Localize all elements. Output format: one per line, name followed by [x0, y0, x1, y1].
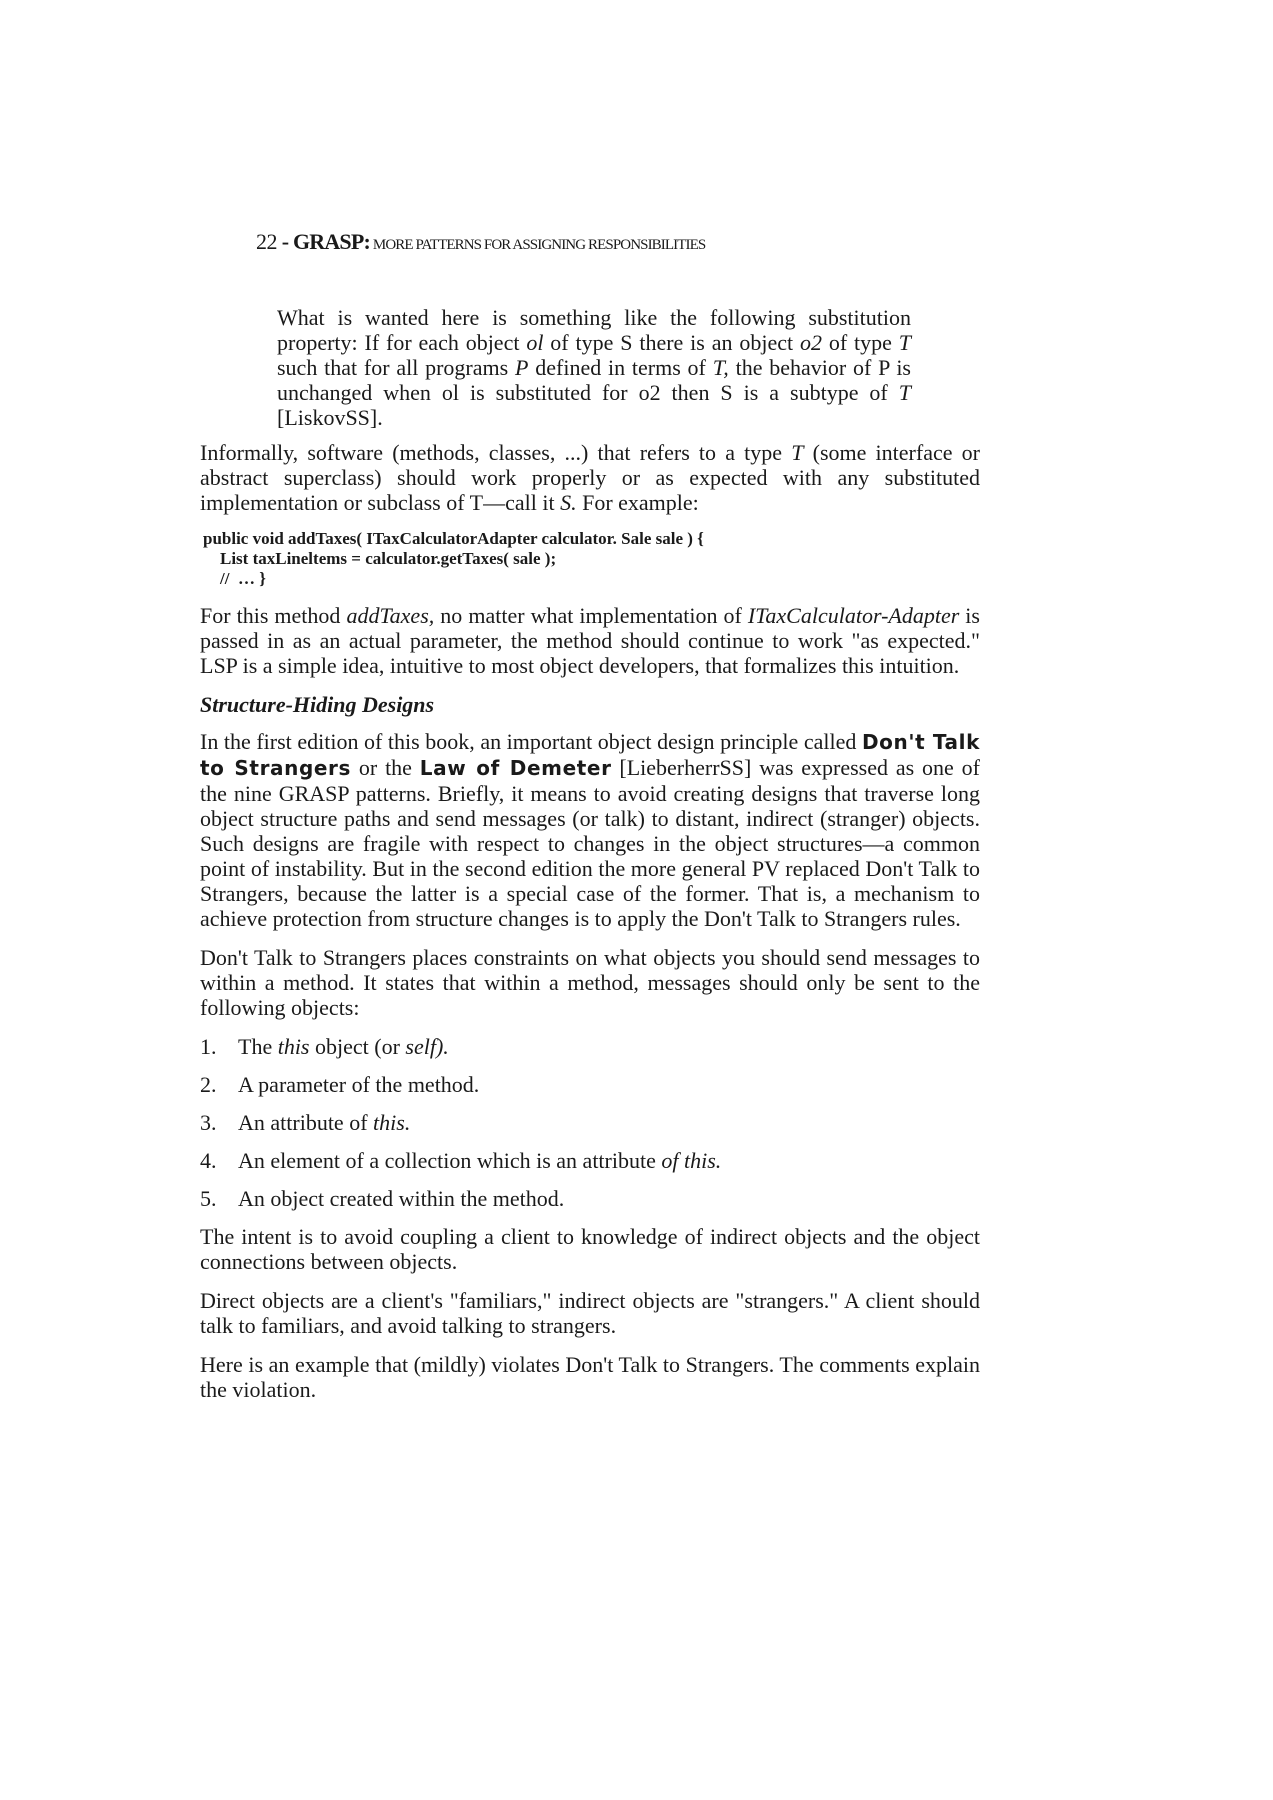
- page-body: [200, 305, 980, 1416]
- code-example: [203, 529, 980, 589]
- list-item: 5. An object created within the method.: [200, 1186, 565, 1211]
- rules-list: [200, 1034, 980, 1211]
- list-item: 2. A parameter of the method.: [200, 1072, 480, 1097]
- header-separator: -: [277, 229, 293, 254]
- list-item: 3. An attribute of this.: [200, 1110, 411, 1135]
- section-heading: Structure-Hiding Designs: [200, 692, 435, 717]
- intent-paragraph: The intent is to avoid coupling a client to knowledge of indirect objects and the object connections between objects.: [200, 1224, 980, 1274]
- liskov-quote: What is wanted here is something like the following substitution property: If for each object ol of type S there is an object o2 of type T such that for all programs P defined in terms of T, the behavior of P is unchanged when ol is substituted for o2 then S is a subtype of T [LiskovSS].: [277, 305, 911, 430]
- code-line: List taxLineltems = calculator.getTaxes( sale );: [203, 549, 557, 568]
- informal-paragraph: Informally, software (methods, classes, ...) that refers to a type T (some interface or abstract superclass) should work properly or as expected with any substituted implementation or subclass of T—call it S. For example:: [200, 440, 980, 515]
- header-title-bold: GRASP:: [292, 229, 371, 254]
- demeter-paragraph: In the first edition of this book, an important object design principle called Don't Talk to Strangers or the Law of Demeter [LieberherrSS] was expressed as one of the nine GRASP patterns. Briefly, it means to avoid creating designs that traverse long object structure paths and send messages (or talk) to distant, indirect (stranger) objects. Such designs are fragile with respect to changes in the object structures—a common point of instability. But in the second edition the more general PV replaced Don't Talk to Strangers, because the latter is a special case of the former. That is, a mechanism to achieve protection from structure changes is to apply the Don't Talk to Strangers rules.: [200, 729, 980, 931]
- running-header: [256, 229, 705, 255]
- constraints-paragraph: Don't Talk to Strangers places constraints on what objects you should send messages to within a method. It states that within a method, messages should only be sent to the following objects:: [200, 945, 980, 1020]
- code-line: // … }: [203, 569, 266, 588]
- example-paragraph: Here is an example that (mildly) violates Don't Talk to Strangers. The comments explain the violation.: [200, 1352, 980, 1402]
- list-item: 1. The this object (or self).: [200, 1034, 449, 1059]
- page-number: 22: [256, 229, 277, 254]
- list-item: 4. An element of a collection which is an attribute of this.: [200, 1148, 722, 1173]
- method-paragraph: For this method addTaxes, no matter what implementation of ITaxCalculator-Adapter is passed in as an actual parameter, the method should continue to work "as expected." LSP is a simple idea, intuitive to most object developers, that formalizes this intuition.: [200, 603, 980, 678]
- code-line: public void addTaxes( ITaxCalculatorAdapter calculator. Sale sale ) {: [203, 529, 704, 548]
- familiars-paragraph: Direct objects are a client's "familiars," indirect objects are "strangers." A client should talk to familiars, and avoid talking to strangers.: [200, 1288, 980, 1338]
- header-title-rest: MORE PATTERNS FOR ASSIGNING RESPONSIBILITIES: [370, 237, 706, 253]
